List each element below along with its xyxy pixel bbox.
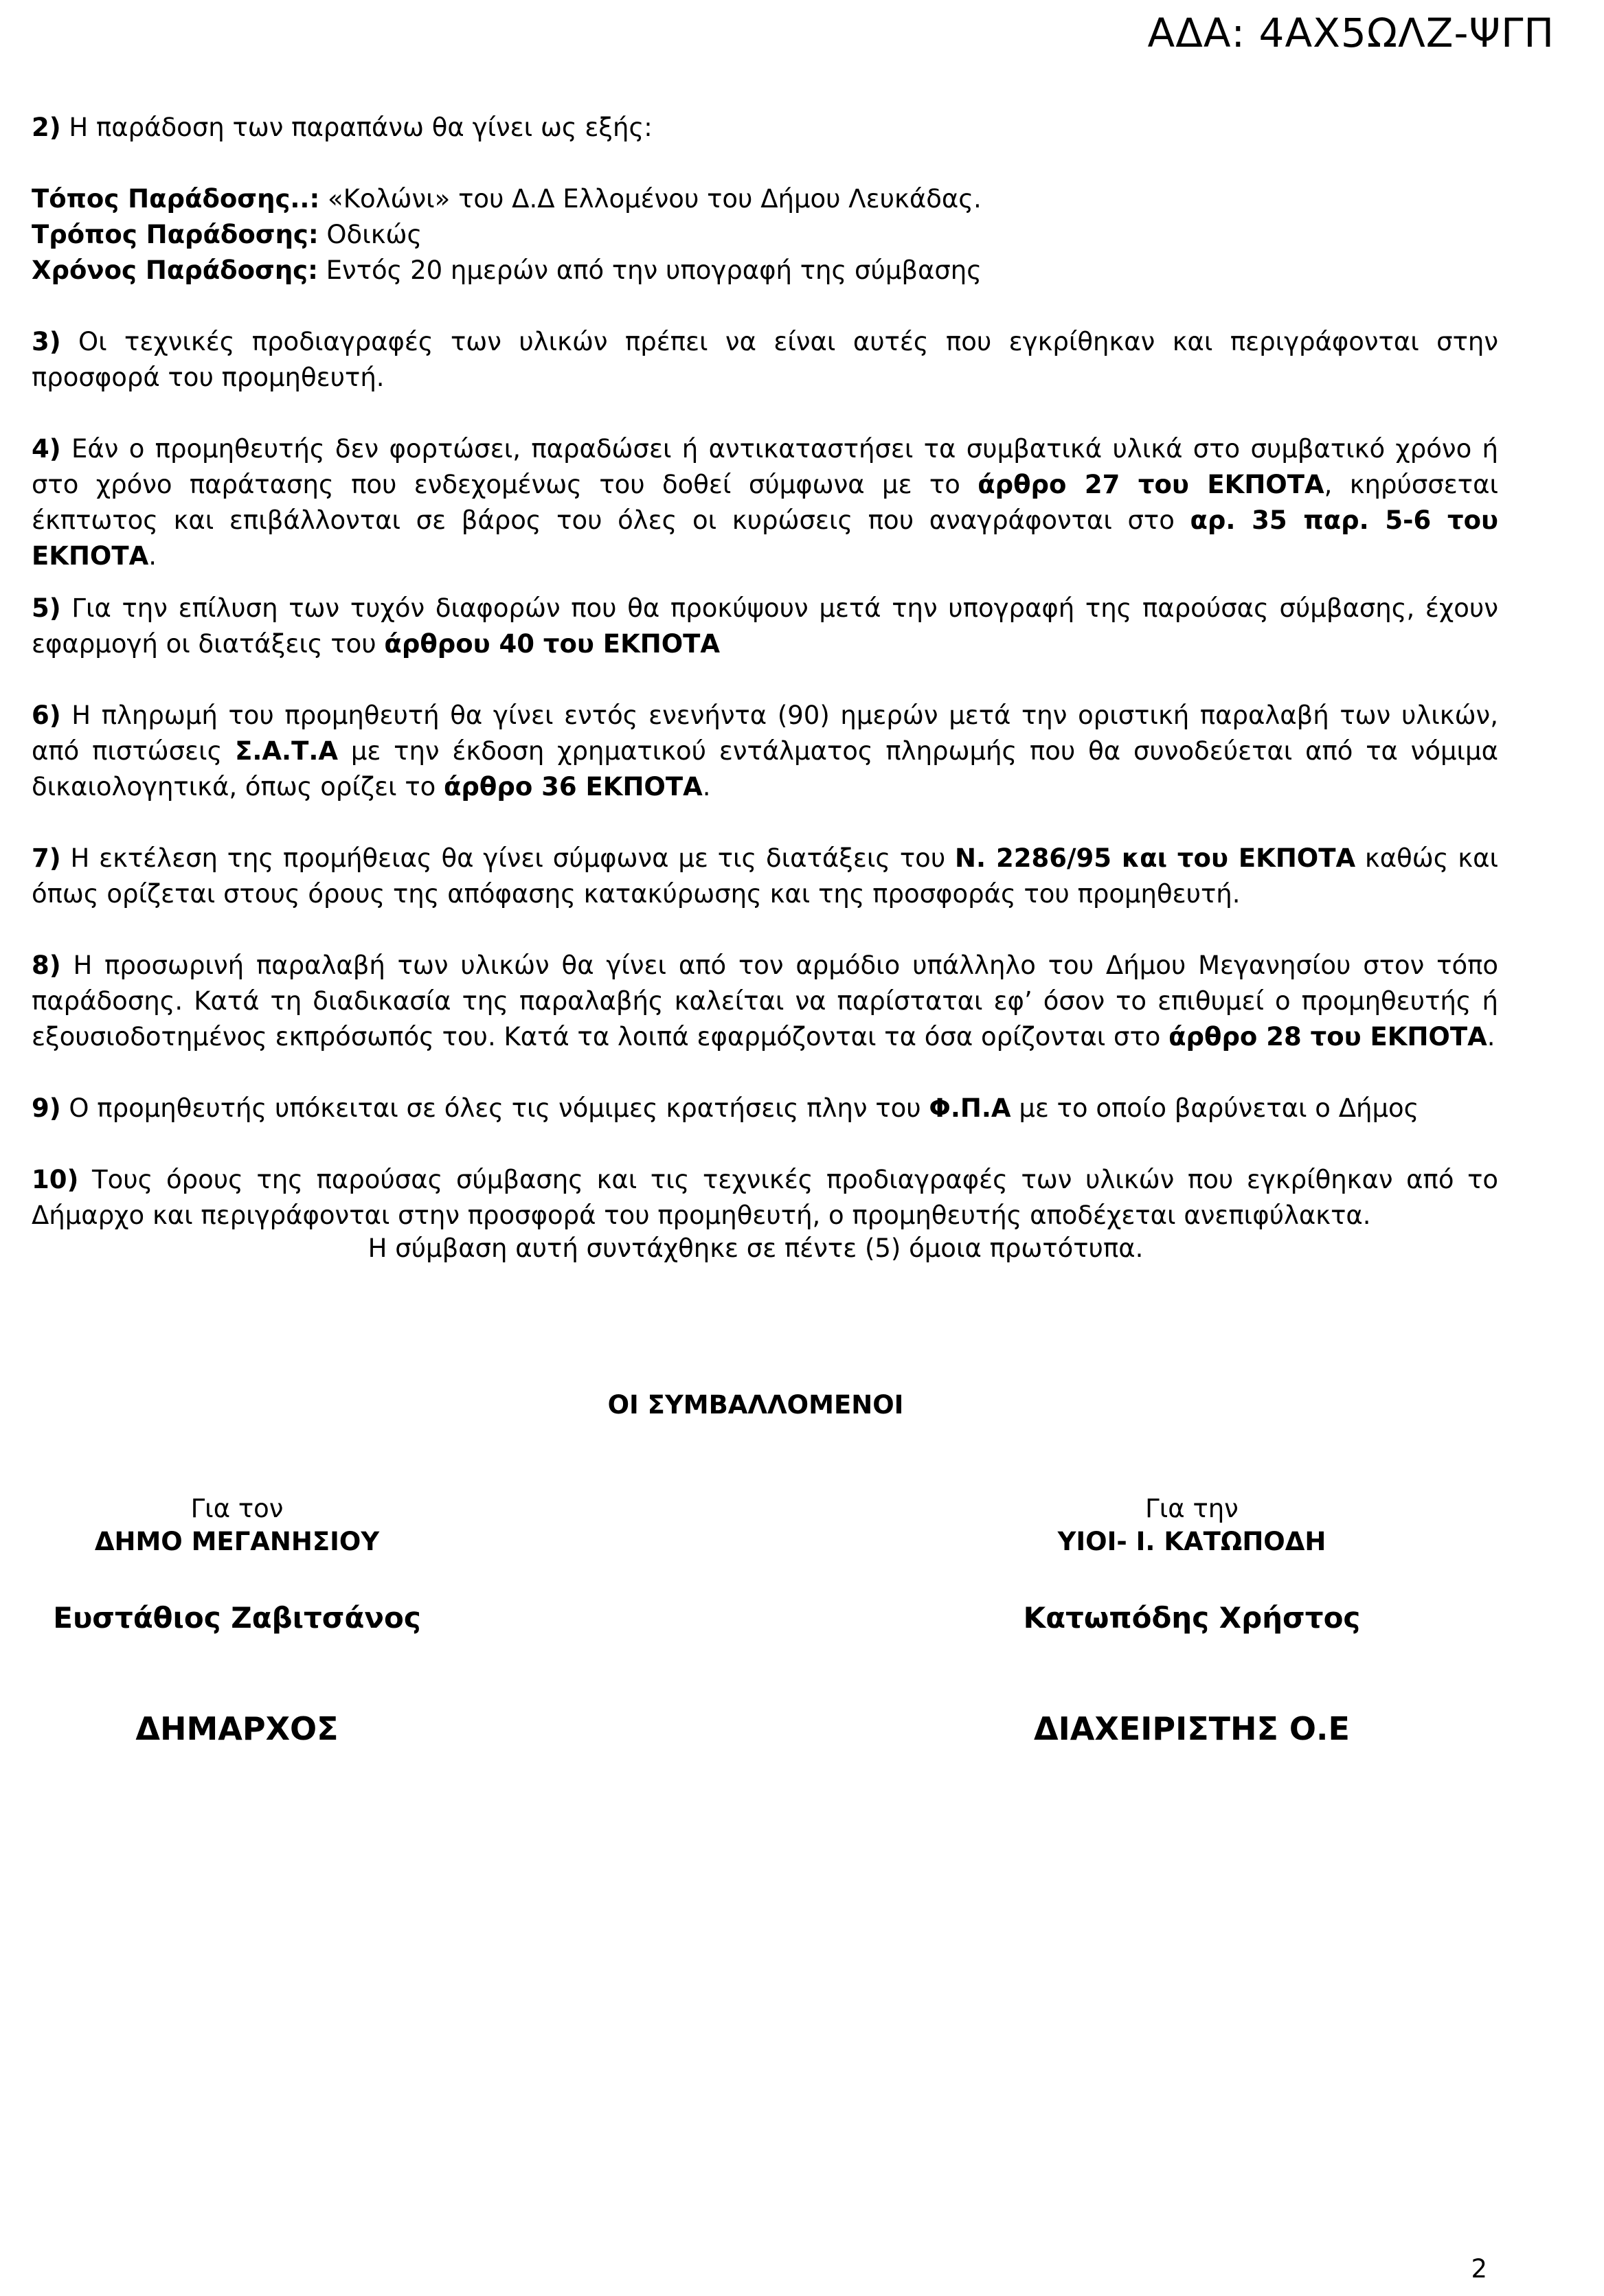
clause-number: 5) [32, 593, 61, 623]
clause-bold: αρ. 35 παρ. 5-6 του ΕΚΠΟΤΑ [32, 505, 1498, 571]
clause-number: 7) [32, 843, 61, 873]
clause-text: Η παράδοση των παραπάνω θα γίνει ως εξής: [60, 113, 653, 142]
clause-bold: Σ.Α.Τ.Α [235, 736, 339, 766]
clause-number: 6) [32, 701, 61, 730]
clause-text: καθώς και όπως ορίζεται στους όρους της απόφασης κατακύρωσης και της προσφοράς του προμηθευτή. [32, 843, 1498, 909]
right-signatory [982, 1492, 1401, 1747]
clause-text: Τους όρους της παρούσας σύμβασης και τις τεχνικές προδιαγραφές των υλικών που εγκρίθηκαν από το Δήμαρχο και περιγράφονται στην προσφορά του προμηθευτή, ο προμηθευτής αποδέχεται ανεπιφύλακτα. [32, 1165, 1498, 1230]
clause-7 [32, 841, 1498, 912]
clause-text: , κηρύσσεται έκπτωτος και επιβάλλονται σε βάρος του όλες οι κυρώσεις που αναγράφονται στο [32, 470, 1498, 535]
delivery-method-label: Τρόπος Παράδοσης: [32, 220, 319, 249]
clause-text: Η πληρωμή του προμηθευτή θα γίνει εντός ενενήντα (90) ημερών μετά την οριστική παραλαβή των υλικών, από πιστώσεις [32, 701, 1498, 766]
clause-bold: άρθρο 27 του ΕΚΠΟΤΑ [978, 470, 1324, 499]
clause-number: 9) [32, 1093, 61, 1123]
clause-8 [32, 948, 1498, 1055]
right-for: Για την [1145, 1494, 1239, 1523]
delivery-time-label: Χρόνος Παράδοσης: [32, 255, 318, 285]
clause-number: 8) [32, 951, 61, 980]
clause-3 [32, 324, 1498, 396]
delivery-place-label: Τόπος Παράδοσης..: [32, 184, 320, 214]
delivery-time-value: Εντός 20 ημερών από την υπογραφή της σύμβασης [317, 255, 982, 285]
delivery-time [32, 253, 1498, 288]
clause-text: . [1487, 1022, 1495, 1052]
clause-6 [32, 698, 1498, 805]
right-name: Κατωπόδης Χρήστος [1023, 1601, 1361, 1635]
delivery-method-value: Οδικώς [318, 220, 422, 249]
clause-bold: άρθρο 36 ΕΚΠΟΤΑ [444, 772, 703, 802]
clause-bold: Φ.Π.Α [929, 1093, 1011, 1123]
left-signatory [27, 1492, 447, 1747]
left-name: Ευστάθιος Ζαβιτσάνος [53, 1601, 421, 1635]
clause-text: . [148, 541, 157, 571]
delivery-place-value: «Κολώνι» του Δ.Δ Ελλομένου του Δήμου Λευκάδας. [319, 184, 982, 214]
clause-9 [32, 1091, 1498, 1126]
right-title: ΔΙΑΧΕΙΡΙΣΤΗΣ Ο.Ε [1034, 1710, 1350, 1747]
left-org: ΔΗΜΟ ΜΕΓΑΝΗΣΙΟΥ [94, 1527, 380, 1556]
clause-2 [32, 110, 1498, 146]
clause-number: 3) [32, 327, 61, 356]
clause-bold: Ν. 2286/95 και του ΕΚΠΟΤΑ [955, 843, 1356, 873]
left-title: ΔΗΜΑΡΧΟΣ [135, 1710, 339, 1747]
clause-text: με την έκδοση χρηματικού εντάλματος πληρωμής που θα συνοδεύεται από τα νόμιμα δικαιολογητικά, όπως ορίζει το [32, 736, 1498, 802]
clause-5 [32, 591, 1498, 662]
clause-text: με το οποίο βαρύνεται ο Δήμος [1010, 1093, 1419, 1123]
clause-text: Η εκτέλεση της προμήθειας θα γίνει σύμφωνα με τις διατάξεις του [60, 843, 956, 873]
clause-bold: άρθρου 40 του ΕΚΠΟΤΑ [384, 629, 721, 659]
clause-bold: άρθρο 28 του ΕΚΠΟΤΑ [1168, 1022, 1487, 1052]
clause-text: Ο προμηθευτής υπόκειται σε όλες τις νόμιμες κρατήσεις πλην του [60, 1093, 929, 1123]
clause-text: Για την επίλυση των τυχόν διαφορών που θα προκύψουν μετά την υπογραφή της παρούσας σύμβασης, έχουν εφαρμογή οι διατάξεις του [32, 593, 1498, 659]
closing-statement: Η σύμβαση αυτή συντάχθηκε σε πέντε (5) όμοια πρωτότυπα. [368, 1234, 1144, 1263]
page-number: 2 [1471, 2254, 1487, 2284]
parties-heading: ΟΙ ΣΥΜΒΑΛΛΟΜΕΝΟΙ [607, 1390, 904, 1420]
delivery-place [32, 181, 1498, 217]
document-body [32, 110, 1498, 1234]
clause-number: 4) [32, 434, 61, 464]
left-for: Για τον [190, 1494, 284, 1523]
clause-number: 10) [32, 1165, 79, 1194]
ada-code: ΑΔΑ: 4ΑΧ5ΩΛΖ-ΨΓΠ [1147, 10, 1555, 56]
clause-10 [32, 1162, 1498, 1234]
clause-text: Εάν ο προμηθευτής δεν φορτώσει, παραδώσει ή αντικαταστήσει τα συμβατικά υλικά στο συμβατικό χρόνο ή στο χρόνο παράτασης που ενδεχομένως του δοθεί σύμφωνα με το [32, 434, 1498, 499]
clause-number: 2) [32, 113, 61, 142]
clause-4 [32, 431, 1498, 574]
clause-text: Η προσωρινή παραλαβή των υλικών θα γίνει από τον αρμόδιο υπάλληλο του Δήμου Μεγανησίου στον τόπο παράδοσης. Κατά τη διαδικασία της παραλαβής καλείται να παρίσταται εφ’ όσον το επιθυμεί ο προμηθευτής ή εξουσιοδοτημένος εκπρόσωπός του. Κατά τα λοιπά εφαρμόζονται τα όσα ορίζονται στο [32, 951, 1498, 1052]
right-org: ΥΙΟΙ- Ι. ΚΑΤΩΠΟΔΗ [1057, 1527, 1326, 1556]
delivery-method [32, 217, 1498, 253]
clause-text: . [702, 772, 711, 802]
clause-text: Οι τεχνικές προδιαγραφές των υλικών πρέπει να είναι αυτές που εγκρίθηκαν και περιγράφονται στην προσφορά του προμηθευτή. [32, 327, 1498, 392]
